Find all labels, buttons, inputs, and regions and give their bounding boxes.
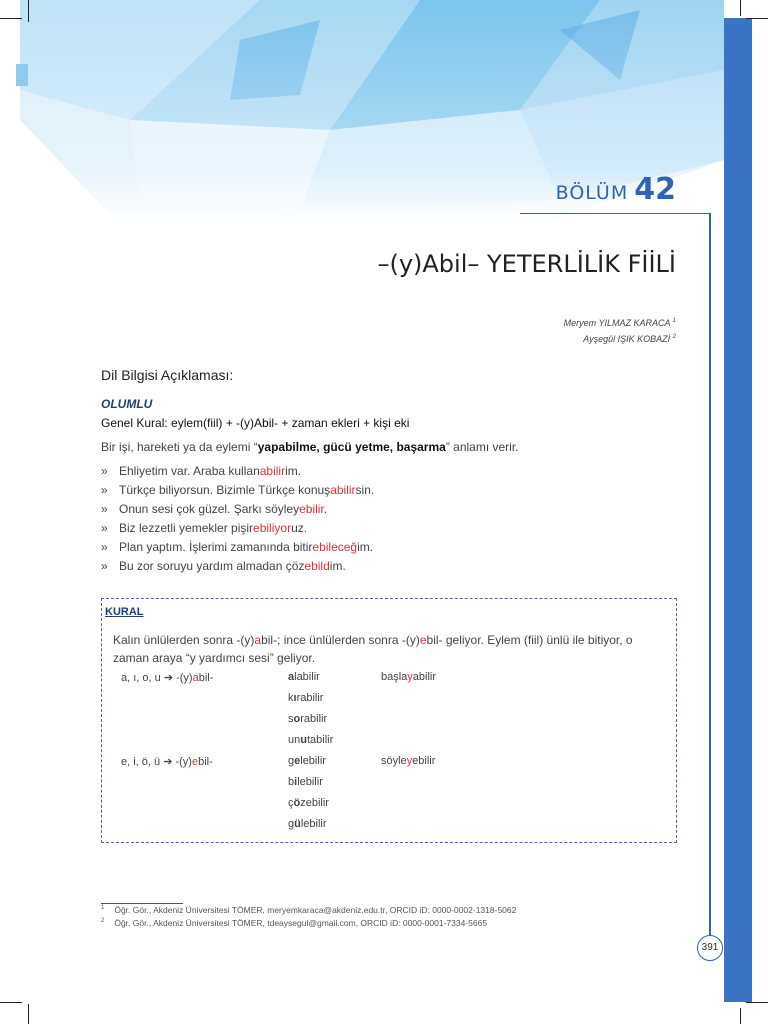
- word-example: kırabilir: [288, 692, 324, 704]
- word-example: alabilir: [288, 671, 320, 683]
- footnote-divider: [101, 903, 183, 904]
- crop-mark: [746, 1002, 768, 1003]
- word-example: çözebilir: [288, 797, 329, 809]
- crop-mark: [740, 0, 741, 16]
- page-title: –(y)Abil– YETERLİLİK FİİLİ: [377, 250, 676, 278]
- frame-line: [709, 213, 711, 953]
- subsection-label: OLUMLU: [101, 397, 153, 411]
- side-color-bar: [724, 18, 752, 1002]
- general-rule: Genel Kural: eylem(fiil) + -(y)Abil- + zaman ekleri + kişi eki: [101, 416, 410, 430]
- list-item: » Bu zor soruyu yardım almadan çözebildim.: [101, 559, 346, 573]
- footnote: $^1$ Öğr. Gör., Akdeniz Üniversitesi TÖMER, meryemkaraca@akdeniz.edu.tr, ORCID iD: 0000-0002-1318-5062: [101, 905, 517, 915]
- rule-box-heading: KURAL: [105, 606, 144, 618]
- word-example: bilebilir: [288, 776, 323, 788]
- list-item: » Plan yaptım. İşlerimi zamanında bitirebileceğim.: [101, 540, 374, 554]
- arrow-icon: ➔: [163, 672, 174, 684]
- example-list: [101, 462, 374, 576]
- arrow-icon: ➔: [163, 756, 173, 768]
- list-item: » Türkçe biliyorsun. Bizimle Türkçe konuşabilirsin.: [101, 483, 375, 497]
- chapter-word: BÖLÜM: [555, 182, 629, 204]
- crop-mark: [746, 18, 768, 19]
- crop-mark: [28, 1004, 29, 1024]
- crop-mark: [0, 18, 22, 19]
- word-example: unutabilir: [288, 734, 334, 746]
- section-heading: Dil Bilgisi Açıklaması:: [101, 367, 234, 383]
- buffer-y-example: başlayabilir: [381, 671, 437, 683]
- list-item: » Biz lezzetli yemekler pişirebiliyoruz.: [101, 521, 308, 535]
- word-example: gülebilir: [288, 818, 327, 830]
- author: Meryem YILMAZ KARACA $^1$: [563, 318, 676, 328]
- crop-mark: [0, 1002, 22, 1003]
- chapter-number: 42: [634, 172, 676, 207]
- author: Ayşegül IŞIK KOBAZİ $^2$: [583, 334, 676, 344]
- frame-line: [520, 213, 711, 214]
- buffer-y-example: söyleyebilir: [381, 755, 436, 767]
- author-list: [564, 314, 676, 346]
- crop-mark: [740, 1008, 741, 1024]
- word-example: sorabilir: [288, 713, 328, 725]
- word-example: gelebilir: [288, 755, 326, 767]
- description: Bir işi, hareketi ya da eylemi “yapabilme, gücü yetme, başarma” anlamı verir.: [101, 440, 519, 454]
- footnote: $^2$ Öğr. Gör., Akdeniz Üniversitesi TÖMER, tdeaysegul@gmail.com, ORCID iD: 0000-0001-7334-5665: [101, 918, 488, 928]
- crop-mark: [28, 0, 29, 22]
- chapter-label: [556, 172, 676, 207]
- list-item: » Ehliyetim var. Araba kullanabilirim.: [101, 464, 302, 478]
- vowel-group-front: e, i, ö, ü ➔ -(y)ebil-: [121, 756, 213, 768]
- vowel-group-back: a, ı, o, u ➔ -(y)abil-: [121, 672, 214, 684]
- page-number: 391: [697, 935, 723, 961]
- rule-text: Kalın ünlülerden sonra -(y)abil-; ince ünlülerden sonra -(y)ebil- geliyor. Eylem (fiil) ünlü ile bitiyor, o zaman araya “y yardımcı sesi” geliyor.: [113, 633, 633, 665]
- list-item: » Onun sesi çok güzel. Şarkı söyleyebilir.: [101, 502, 328, 516]
